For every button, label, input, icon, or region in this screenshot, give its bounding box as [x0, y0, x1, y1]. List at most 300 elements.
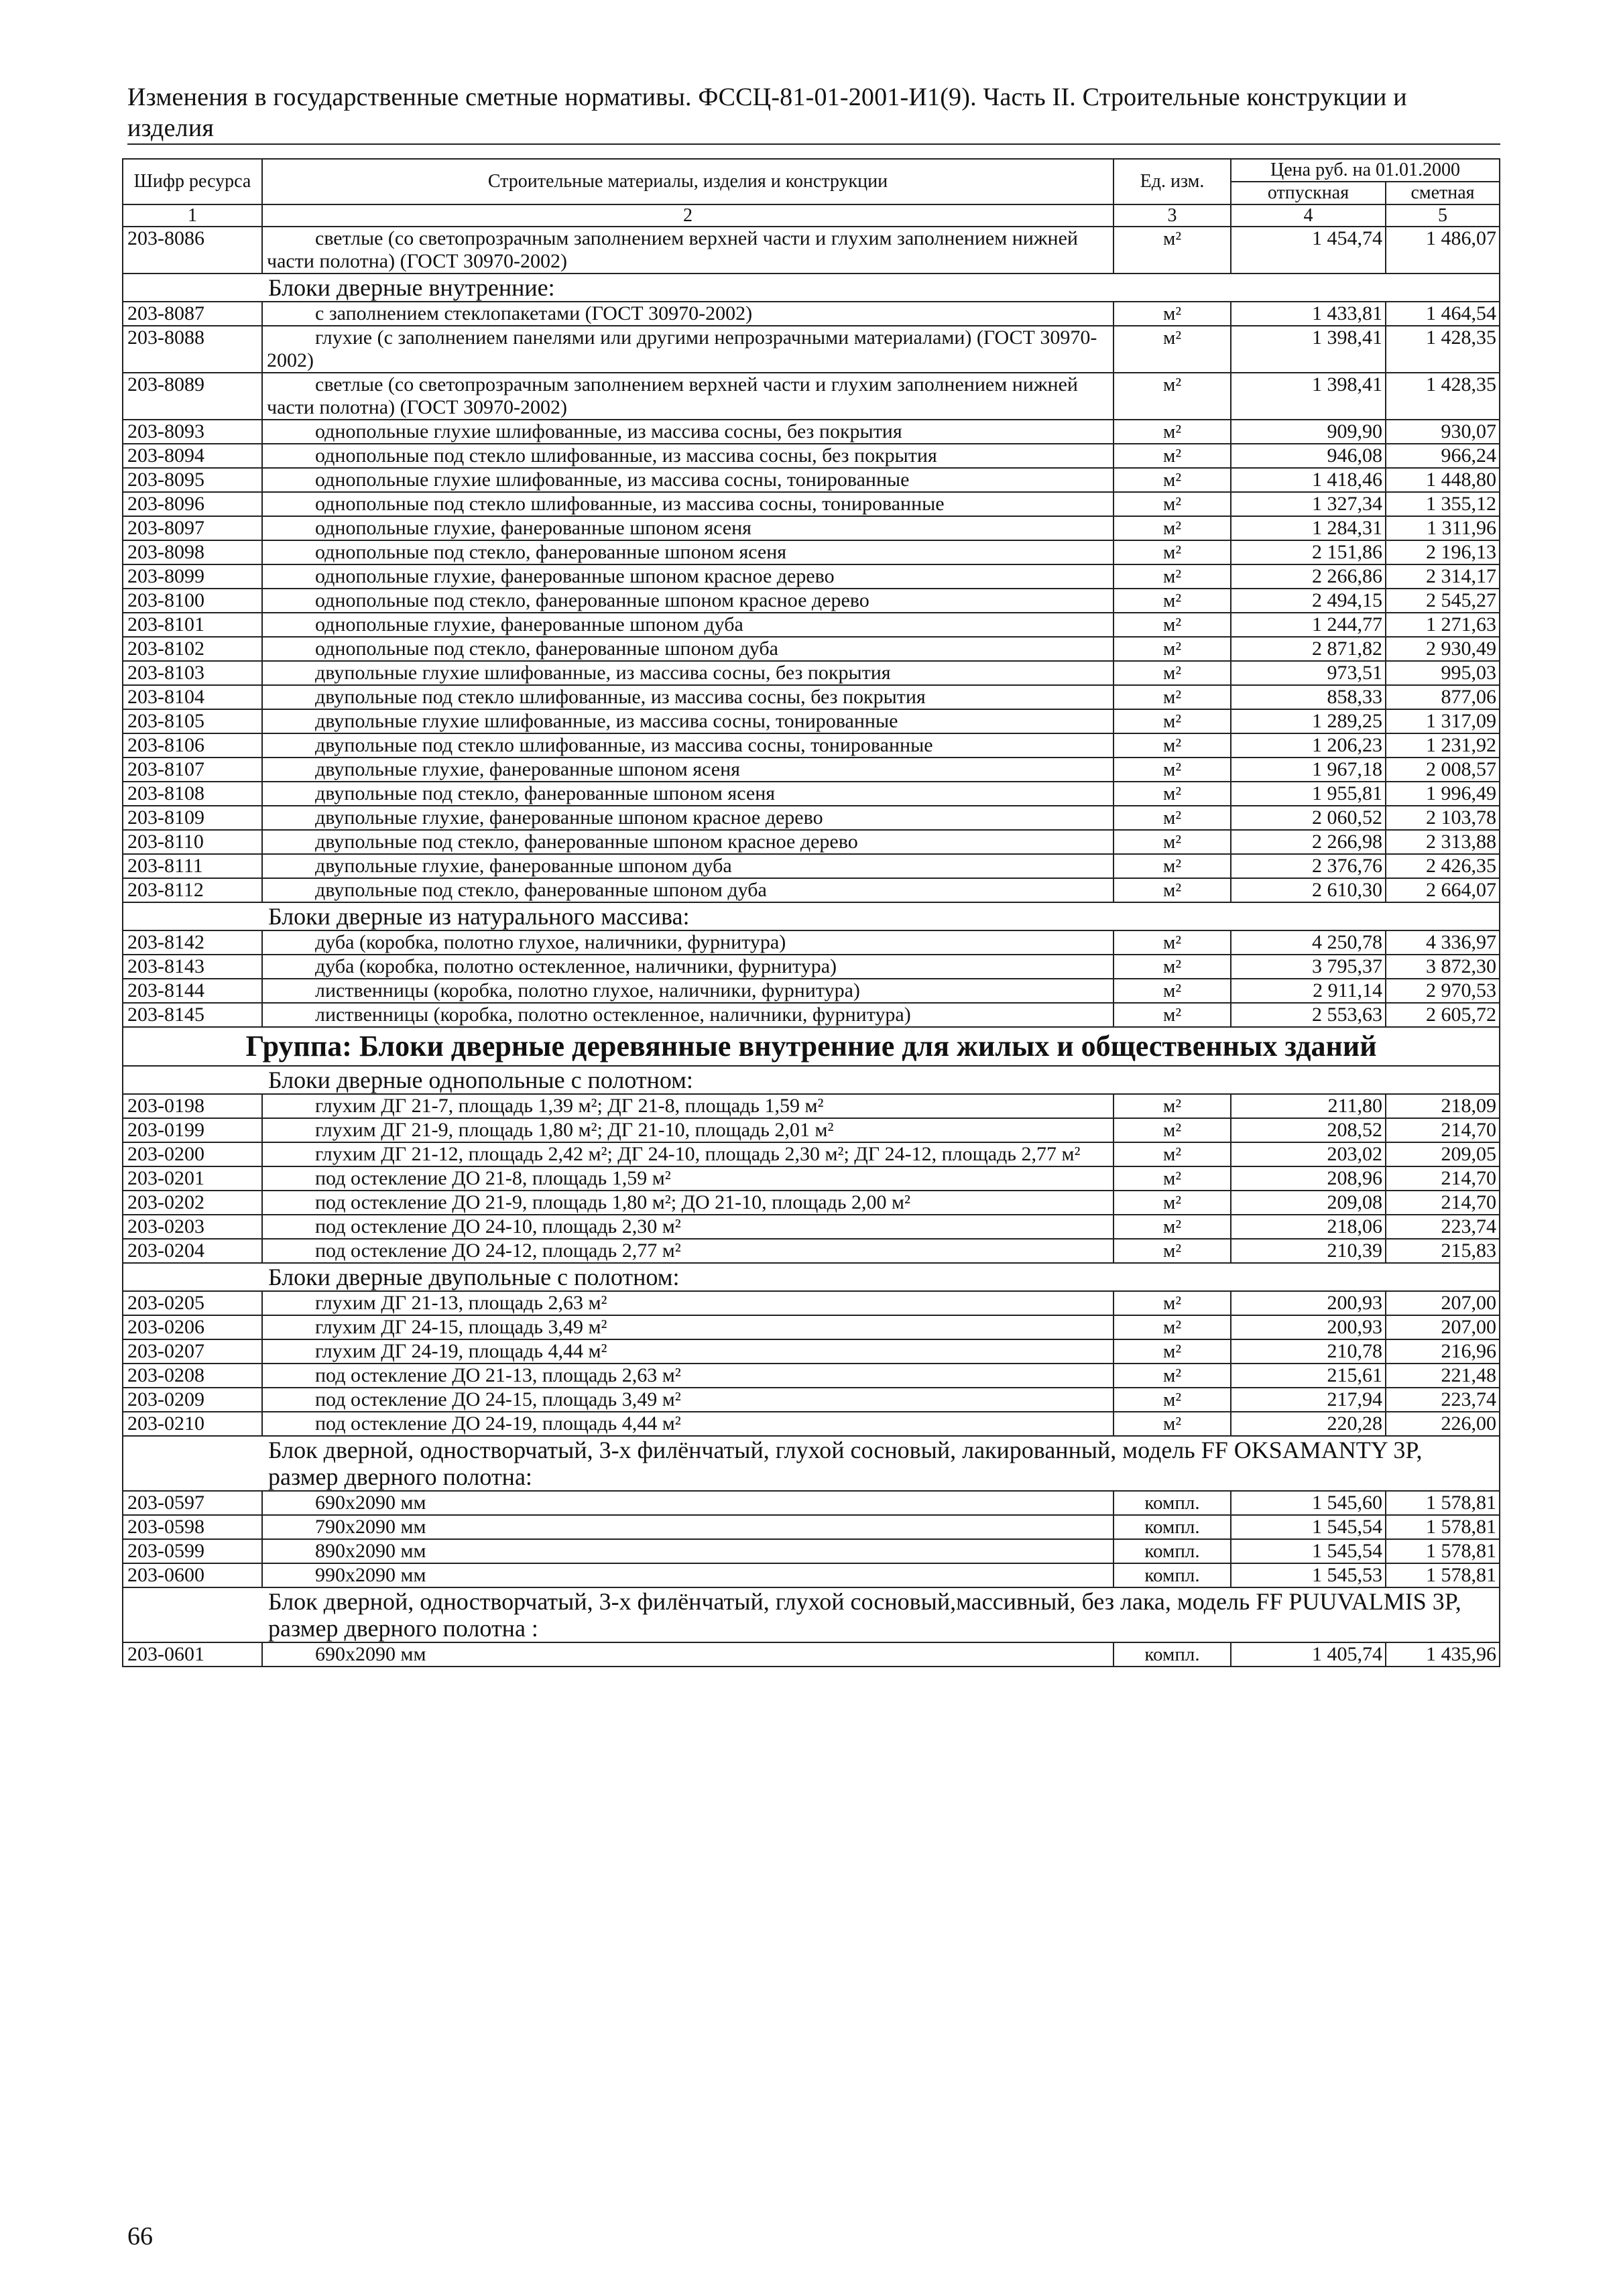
table-body: [123, 227, 1500, 1667]
table-row: [123, 1315, 1500, 1339]
unit-cell: м²: [1114, 1215, 1231, 1239]
resource-code-cell: 203-8105: [123, 709, 262, 733]
description-cell: под остекление ДО 24-15, площадь 3,49 м²: [262, 1388, 1114, 1412]
resource-code-cell: 203-8098: [123, 540, 262, 564]
table-row: [123, 492, 1500, 516]
estimate-price-cell: 966,24: [1386, 444, 1500, 468]
unit-cell: м²: [1114, 685, 1231, 709]
table-row: [123, 1191, 1500, 1215]
release-price-cell: 2 376,76: [1231, 854, 1386, 878]
resource-code-cell: 203-0601: [123, 1642, 262, 1667]
table-row: [123, 854, 1500, 878]
description-cell: глухие (с заполнением панелями или другими непрозрачными материалами) (ГОСТ 30970-2002): [262, 326, 1114, 373]
header-code: Шифр ресурса: [123, 159, 262, 204]
table-row: [123, 1118, 1500, 1142]
estimate-price-cell: 214,70: [1386, 1118, 1500, 1142]
release-price-cell: 1 398,41: [1231, 326, 1386, 373]
unit-cell: м²: [1114, 1364, 1231, 1388]
table-header: [123, 159, 1500, 227]
description-cell: однопольные глухие, фанерованные шпоном дуба: [262, 613, 1114, 637]
column-number: 3: [1114, 204, 1231, 227]
estimate-price-cell: 1 578,81: [1386, 1491, 1500, 1515]
section-row: [123, 1587, 1500, 1642]
unit-cell: м²: [1114, 806, 1231, 830]
column-number: 1: [123, 204, 262, 227]
column-number: 2: [262, 204, 1114, 227]
resource-code-cell: 203-8089: [123, 373, 262, 420]
resource-code-cell: 203-8094: [123, 444, 262, 468]
resource-code-cell: 203-8110: [123, 830, 262, 854]
table-row: [123, 468, 1500, 492]
section-title: Блок дверной, одностворчатый, 3-х филёнчатый, глухой сосновый,массивный, без лака, модель FF PUUVALMIS 3P, размер дверного полотна :: [123, 1587, 1500, 1642]
release-price-cell: 946,08: [1231, 444, 1386, 468]
table-row: [123, 1239, 1500, 1263]
resource-code-cell: 203-8106: [123, 733, 262, 758]
description-cell: однопольные под стекло, фанерованные шпоном дуба: [262, 637, 1114, 661]
description-cell: 690x2090 мм: [262, 1491, 1114, 1515]
section-row: [123, 1263, 1500, 1291]
unit-cell: м²: [1114, 540, 1231, 564]
unit-cell: м²: [1114, 1118, 1231, 1142]
estimate-price-cell: 4 336,97: [1386, 930, 1500, 955]
release-price-cell: 2 266,86: [1231, 564, 1386, 589]
table-row: [123, 420, 1500, 444]
table-row: [123, 637, 1500, 661]
estimate-price-cell: 226,00: [1386, 1412, 1500, 1436]
table-row: [123, 1642, 1500, 1667]
release-price-cell: 220,28: [1231, 1412, 1386, 1436]
estimate-price-cell: 1 996,49: [1386, 782, 1500, 806]
release-price-cell: 218,06: [1231, 1215, 1386, 1239]
estimate-price-cell: 1 578,81: [1386, 1539, 1500, 1563]
unit-cell: м²: [1114, 1142, 1231, 1166]
description-cell: двупольные глухие, фанерованные шпоном ясеня: [262, 758, 1114, 782]
unit-cell: м²: [1114, 516, 1231, 540]
unit-cell: компл.: [1114, 1515, 1231, 1539]
release-price-cell: 2 060,52: [1231, 806, 1386, 830]
description-cell: двупольные под стекло шлифованные, из массива сосны, тонированные: [262, 733, 1114, 758]
resource-code-cell: 203-0209: [123, 1388, 262, 1412]
header-estimate-price: сметная: [1386, 182, 1500, 204]
description-cell: дуба (коробка, полотно остекленное, наличники, фурнитура): [262, 955, 1114, 979]
resource-code-cell: 203-8102: [123, 637, 262, 661]
resource-code-cell: 203-8103: [123, 661, 262, 685]
description-cell: 690x2090 мм: [262, 1642, 1114, 1667]
table-row: [123, 613, 1500, 637]
release-price-cell: 210,39: [1231, 1239, 1386, 1263]
unit-cell: м²: [1114, 1339, 1231, 1364]
release-price-cell: 2 266,98: [1231, 830, 1386, 854]
release-price-cell: 208,96: [1231, 1166, 1386, 1191]
resource-code-cell: 203-8108: [123, 782, 262, 806]
estimate-price-cell: 2 314,17: [1386, 564, 1500, 589]
estimate-price-cell: 2 426,35: [1386, 854, 1500, 878]
section-title: Блоки дверные двупольные с полотном:: [123, 1263, 1500, 1291]
description-cell: двупольные под стекло, фанерованные шпоном красное дерево: [262, 830, 1114, 854]
description-cell: двупольные глухие, фанерованные шпоном красное дерево: [262, 806, 1114, 830]
release-price-cell: 217,94: [1231, 1388, 1386, 1412]
release-price-cell: 1 454,74: [1231, 227, 1386, 274]
release-price-cell: 1 289,25: [1231, 709, 1386, 733]
release-price-cell: 1 967,18: [1231, 758, 1386, 782]
description-cell: светлые (со светопрозрачным заполнением верхней части и глухим заполнением нижней части полотна) (ГОСТ 30970-2002): [262, 373, 1114, 420]
description-cell: под остекление ДО 21-13, площадь 2,63 м²: [262, 1364, 1114, 1388]
table-row: [123, 1491, 1500, 1515]
unit-cell: м²: [1114, 326, 1231, 373]
estimate-price-cell: 1 428,35: [1386, 373, 1500, 420]
resource-code-cell: 203-8111: [123, 854, 262, 878]
table-row: [123, 955, 1500, 979]
estimate-price-cell: 995,03: [1386, 661, 1500, 685]
estimate-price-cell: 207,00: [1386, 1291, 1500, 1315]
resource-code-cell: 203-0199: [123, 1118, 262, 1142]
release-price-cell: 909,90: [1231, 420, 1386, 444]
unit-cell: м²: [1114, 979, 1231, 1003]
unit-cell: м²: [1114, 709, 1231, 733]
estimate-price-cell: 215,83: [1386, 1239, 1500, 1263]
unit-cell: м²: [1114, 444, 1231, 468]
resource-code-cell: 203-8087: [123, 302, 262, 326]
resource-code-cell: 203-8112: [123, 878, 262, 902]
table-row: [123, 758, 1500, 782]
estimate-price-cell: 214,70: [1386, 1191, 1500, 1215]
estimate-price-cell: 214,70: [1386, 1166, 1500, 1191]
release-price-cell: 1 327,34: [1231, 492, 1386, 516]
section-row: [123, 1066, 1500, 1094]
price-table: [122, 158, 1500, 1667]
table-row: [123, 1166, 1500, 1191]
unit-cell: м²: [1114, 373, 1231, 420]
release-price-cell: 203,02: [1231, 1142, 1386, 1166]
description-cell: однопольные глухие, фанерованные шпоном ясеня: [262, 516, 1114, 540]
description-cell: под остекление ДО 24-19, площадь 4,44 м²: [262, 1412, 1114, 1436]
unit-cell: м²: [1114, 661, 1231, 685]
estimate-price-cell: 2 103,78: [1386, 806, 1500, 830]
header-release-price: отпускная: [1231, 182, 1386, 204]
group-row: [123, 1027, 1500, 1066]
resource-code-cell: 203-8145: [123, 1003, 262, 1027]
table-row: [123, 326, 1500, 373]
resource-code-cell: 203-8107: [123, 758, 262, 782]
release-price-cell: 1 244,77: [1231, 613, 1386, 637]
resource-code-cell: 203-8142: [123, 930, 262, 955]
estimate-price-cell: 223,74: [1386, 1388, 1500, 1412]
description-cell: под остекление ДО 24-10, площадь 2,30 м²: [262, 1215, 1114, 1239]
release-price-cell: 1 545,54: [1231, 1515, 1386, 1539]
unit-cell: м²: [1114, 637, 1231, 661]
unit-cell: м²: [1114, 589, 1231, 613]
table-row: [123, 685, 1500, 709]
resource-code-cell: 203-8088: [123, 326, 262, 373]
release-price-cell: 2 871,82: [1231, 637, 1386, 661]
estimate-price-cell: 1 486,07: [1386, 227, 1500, 274]
estimate-price-cell: 216,96: [1386, 1339, 1500, 1364]
release-price-cell: 2 494,15: [1231, 589, 1386, 613]
resource-code-cell: 203-0201: [123, 1166, 262, 1191]
unit-cell: м²: [1114, 758, 1231, 782]
resource-code-cell: 203-0597: [123, 1491, 262, 1515]
description-cell: с заполнением стеклопакетами (ГОСТ 30970-2002): [262, 302, 1114, 326]
resource-code-cell: 203-0202: [123, 1191, 262, 1215]
estimate-price-cell: 2 970,53: [1386, 979, 1500, 1003]
release-price-cell: 1 398,41: [1231, 373, 1386, 420]
table-row: [123, 1215, 1500, 1239]
table-row: [123, 373, 1500, 420]
release-price-cell: 3 795,37: [1231, 955, 1386, 979]
estimate-price-cell: 1 311,96: [1386, 516, 1500, 540]
release-price-cell: 1 545,53: [1231, 1563, 1386, 1587]
table-row: [123, 930, 1500, 955]
release-price-cell: 1 955,81: [1231, 782, 1386, 806]
table-row: [123, 782, 1500, 806]
description-cell: двупольные глухие шлифованные, из массива сосны, тонированные: [262, 709, 1114, 733]
unit-cell: м²: [1114, 302, 1231, 326]
header-title-line2: изделия: [127, 114, 215, 142]
description-cell: под остекление ДО 21-9, площадь 1,80 м²; ДО 21-10, площадь 2,00 м²: [262, 1191, 1114, 1215]
table-row: [123, 564, 1500, 589]
table-row: [123, 1515, 1500, 1539]
resource-code-cell: 203-8100: [123, 589, 262, 613]
section-title: Блоки дверные из натурального массива:: [123, 902, 1500, 930]
resource-code-cell: 203-8143: [123, 955, 262, 979]
estimate-price-cell: 2 605,72: [1386, 1003, 1500, 1027]
description-cell: глухим ДГ 21-9, площадь 1,80 м²; ДГ 21-10, площадь 2,01 м²: [262, 1118, 1114, 1142]
table-row: [123, 806, 1500, 830]
resource-code-cell: 203-0599: [123, 1539, 262, 1563]
unit-cell: м²: [1114, 1166, 1231, 1191]
release-price-cell: 2 610,30: [1231, 878, 1386, 902]
resource-code-cell: 203-8093: [123, 420, 262, 444]
resource-code-cell: 203-0206: [123, 1315, 262, 1339]
description-cell: дуба (коробка, полотно глухое, наличники, фурнитура): [262, 930, 1114, 955]
description-cell: лиственницы (коробка, полотно глухое, наличники, фурнитура): [262, 979, 1114, 1003]
table-row: [123, 979, 1500, 1003]
section-title: Блоки дверные внутренние:: [123, 274, 1500, 302]
unit-cell: м²: [1114, 782, 1231, 806]
unit-cell: м²: [1114, 468, 1231, 492]
release-price-cell: 973,51: [1231, 661, 1386, 685]
estimate-price-cell: 1 355,12: [1386, 492, 1500, 516]
unit-cell: м²: [1114, 1412, 1231, 1436]
estimate-price-cell: 1 578,81: [1386, 1563, 1500, 1587]
resource-code-cell: 203-8144: [123, 979, 262, 1003]
unit-cell: м²: [1114, 733, 1231, 758]
estimate-price-cell: 2 664,07: [1386, 878, 1500, 902]
description-cell: однопольные под стекло шлифованные, из массива сосны, тонированные: [262, 492, 1114, 516]
resource-code-cell: 203-0210: [123, 1412, 262, 1436]
table-row: [123, 444, 1500, 468]
unit-cell: м²: [1114, 1315, 1231, 1339]
resource-code-cell: 203-8086: [123, 227, 262, 274]
resource-code-cell: 203-8096: [123, 492, 262, 516]
description-cell: 790x2090 мм: [262, 1515, 1114, 1539]
estimate-price-cell: 2 196,13: [1386, 540, 1500, 564]
description-cell: лиственницы (коробка, полотно остекленное, наличники, фурнитура): [262, 1003, 1114, 1027]
estimate-price-cell: 1 464,54: [1386, 302, 1500, 326]
description-cell: однопольные глухие, фанерованные шпоном красное дерево: [262, 564, 1114, 589]
resource-code-cell: 203-0207: [123, 1339, 262, 1364]
unit-cell: м²: [1114, 878, 1231, 902]
unit-cell: м²: [1114, 930, 1231, 955]
table-row: [123, 589, 1500, 613]
resource-code-cell: 203-0205: [123, 1291, 262, 1315]
table-row: [123, 1364, 1500, 1388]
unit-cell: м²: [1114, 492, 1231, 516]
column-number: 5: [1386, 204, 1500, 227]
table-row: [123, 1291, 1500, 1315]
resource-code-cell: 203-0600: [123, 1563, 262, 1587]
unit-cell: м²: [1114, 1191, 1231, 1215]
description-cell: 890x2090 мм: [262, 1539, 1114, 1563]
estimate-price-cell: 2 313,88: [1386, 830, 1500, 854]
unit-cell: м²: [1114, 420, 1231, 444]
resource-code-cell: 203-8101: [123, 613, 262, 637]
table-row: [123, 661, 1500, 685]
description-cell: двупольные под стекло шлифованные, из массива сосны, без покрытия: [262, 685, 1114, 709]
estimate-price-cell: 3 872,30: [1386, 955, 1500, 979]
description-cell: глухим ДГ 24-15, площадь 3,49 м²: [262, 1315, 1114, 1339]
release-price-cell: 200,93: [1231, 1315, 1386, 1339]
estimate-price-cell: 877,06: [1386, 685, 1500, 709]
table-row: [123, 1142, 1500, 1166]
table-row: [123, 227, 1500, 274]
release-price-cell: 1 545,54: [1231, 1539, 1386, 1563]
unit-cell: м²: [1114, 227, 1231, 274]
document-header: [127, 82, 1502, 143]
release-price-cell: 208,52: [1231, 1118, 1386, 1142]
table-row: [123, 540, 1500, 564]
description-cell: однопольные под стекло, фанерованные шпоном красное дерево: [262, 589, 1114, 613]
release-price-cell: 1 405,74: [1231, 1642, 1386, 1667]
resource-code-cell: 203-0204: [123, 1239, 262, 1263]
estimate-price-cell: 1 435,96: [1386, 1642, 1500, 1667]
resource-code-cell: 203-0208: [123, 1364, 262, 1388]
description-cell: под остекление ДО 24-12, площадь 2,77 м²: [262, 1239, 1114, 1263]
table-row: [123, 1339, 1500, 1364]
header-price: Цена руб. на 01.01.2000: [1231, 159, 1500, 182]
estimate-price-cell: 218,09: [1386, 1094, 1500, 1118]
description-cell: двупольные под стекло, фанерованные шпоном дуба: [262, 878, 1114, 902]
section-row: [123, 1436, 1500, 1491]
release-price-cell: 209,08: [1231, 1191, 1386, 1215]
description-cell: двупольные глухие, фанерованные шпоном дуба: [262, 854, 1114, 878]
table-row: [123, 516, 1500, 540]
estimate-price-cell: 207,00: [1386, 1315, 1500, 1339]
release-price-cell: 1 284,31: [1231, 516, 1386, 540]
release-price-cell: 1 545,60: [1231, 1491, 1386, 1515]
estimate-price-cell: 209,05: [1386, 1142, 1500, 1166]
unit-cell: м²: [1114, 1388, 1231, 1412]
header-rule: [127, 143, 1500, 145]
release-price-cell: 858,33: [1231, 685, 1386, 709]
header-description: Строительные материалы, изделия и конструкции: [262, 159, 1114, 204]
release-price-cell: 215,61: [1231, 1364, 1386, 1388]
resource-code-cell: 203-0203: [123, 1215, 262, 1239]
estimate-price-cell: 1 317,09: [1386, 709, 1500, 733]
description-cell: двупольные глухие шлифованные, из массива сосны, без покрытия: [262, 661, 1114, 685]
release-price-cell: 2 553,63: [1231, 1003, 1386, 1027]
release-price-cell: 1 206,23: [1231, 733, 1386, 758]
unit-cell: м²: [1114, 564, 1231, 589]
unit-cell: компл.: [1114, 1642, 1231, 1667]
table-row: [123, 1094, 1500, 1118]
unit-cell: м²: [1114, 854, 1231, 878]
estimate-price-cell: 930,07: [1386, 420, 1500, 444]
estimate-price-cell: 1 428,35: [1386, 326, 1500, 373]
estimate-price-cell: 1 578,81: [1386, 1515, 1500, 1539]
page-number: 66: [127, 2222, 153, 2250]
header-title-line1: Изменения в государственные сметные нормативы. ФССЦ-81-01-2001-И1(9). Часть II. Строительные конструкции и: [127, 83, 1407, 111]
table-row: [123, 1003, 1500, 1027]
table-row: [123, 1563, 1500, 1587]
description-cell: однопольные под стекло, фанерованные шпоном ясеня: [262, 540, 1114, 564]
release-price-cell: 211,80: [1231, 1094, 1386, 1118]
release-price-cell: 200,93: [1231, 1291, 1386, 1315]
group-title: Группа: Блоки дверные деревянные внутренние для жилых и общественных зданий: [123, 1027, 1500, 1066]
resource-code-cell: 203-0198: [123, 1094, 262, 1118]
description-cell: 990x2090 мм: [262, 1563, 1114, 1587]
resource-code-cell: 203-8109: [123, 806, 262, 830]
estimate-price-cell: 1 231,92: [1386, 733, 1500, 758]
release-price-cell: 1 418,46: [1231, 468, 1386, 492]
table-row: [123, 1539, 1500, 1563]
section-row: [123, 274, 1500, 302]
release-price-cell: 2 911,14: [1231, 979, 1386, 1003]
unit-cell: м²: [1114, 830, 1231, 854]
table-row: [123, 830, 1500, 854]
unit-cell: м²: [1114, 1239, 1231, 1263]
resource-code-cell: 203-8099: [123, 564, 262, 589]
table-row: [123, 733, 1500, 758]
description-cell: под остекление ДО 21-8, площадь 1,59 м²: [262, 1166, 1114, 1191]
section-title: Блоки дверные однопольные с полотном:: [123, 1066, 1500, 1094]
unit-cell: м²: [1114, 1291, 1231, 1315]
resource-code-cell: 203-0200: [123, 1142, 262, 1166]
description-cell: однопольные под стекло шлифованные, из массива сосны, без покрытия: [262, 444, 1114, 468]
description-cell: однопольные глухие шлифованные, из массива сосны, тонированные: [262, 468, 1114, 492]
table-row: [123, 1388, 1500, 1412]
estimate-price-cell: 223,74: [1386, 1215, 1500, 1239]
release-price-cell: 4 250,78: [1231, 930, 1386, 955]
description-cell: глухим ДГ 21-13, площадь 2,63 м²: [262, 1291, 1114, 1315]
description-cell: двупольные под стекло, фанерованные шпоном ясеня: [262, 782, 1114, 806]
section-row: [123, 902, 1500, 930]
estimate-price-cell: 1 271,63: [1386, 613, 1500, 637]
estimate-price-cell: 2 930,49: [1386, 637, 1500, 661]
description-cell: однопольные глухие шлифованные, из массива сосны, без покрытия: [262, 420, 1114, 444]
resource-code-cell: 203-8104: [123, 685, 262, 709]
resource-code-cell: 203-8095: [123, 468, 262, 492]
unit-cell: м²: [1114, 955, 1231, 979]
header-unit: Ед. изм.: [1114, 159, 1231, 204]
description-cell: глухим ДГ 24-19, площадь 4,44 м²: [262, 1339, 1114, 1364]
resource-code-cell: 203-0598: [123, 1515, 262, 1539]
section-title: Блок дверной, одностворчатый, 3-х филёнчатый, глухой сосновый, лакированный, модель FF OKSAMANTY 3P, размер дверного полотна:: [123, 1436, 1500, 1491]
table-row: [123, 302, 1500, 326]
table-row: [123, 709, 1500, 733]
unit-cell: компл.: [1114, 1539, 1231, 1563]
table-row: [123, 878, 1500, 902]
description-cell: глухим ДГ 21-12, площадь 2,42 м²; ДГ 24-10, площадь 2,30 м²; ДГ 24-12, площадь 2,77 м²: [262, 1142, 1114, 1166]
unit-cell: компл.: [1114, 1491, 1231, 1515]
description-cell: светлые (со светопрозрачным заполнением верхней части и глухим заполнением нижней части полотна) (ГОСТ 30970-2002): [262, 227, 1114, 274]
estimate-price-cell: 221,48: [1386, 1364, 1500, 1388]
column-number: 4: [1231, 204, 1386, 227]
resource-code-cell: 203-8097: [123, 516, 262, 540]
unit-cell: м²: [1114, 1094, 1231, 1118]
estimate-price-cell: 2 545,27: [1386, 589, 1500, 613]
release-price-cell: 2 151,86: [1231, 540, 1386, 564]
